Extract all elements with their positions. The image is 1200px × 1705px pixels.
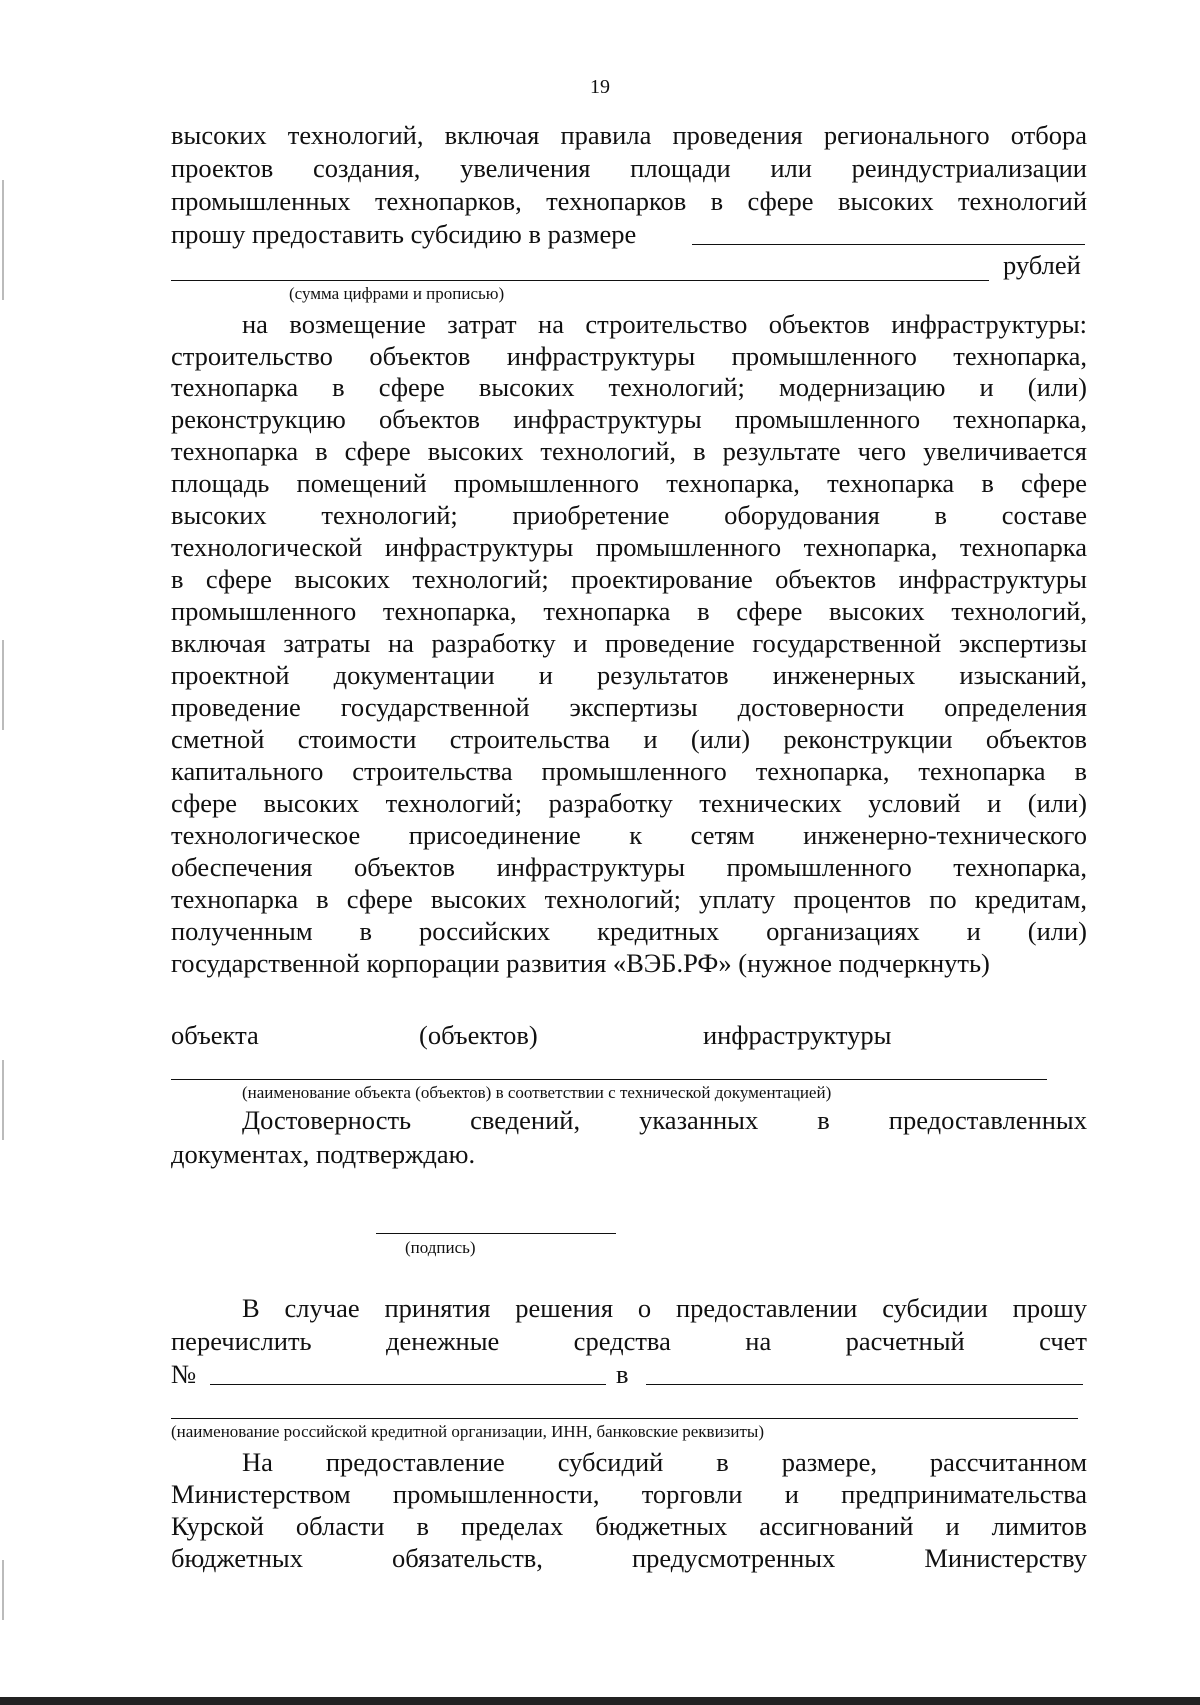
text-line: Курской области в пределах бюджетных ассигнований и лимитов xyxy=(171,1511,1087,1541)
object-name-field-line xyxy=(171,1079,1047,1080)
text-line: площадь помещений промышленного технопарка, технопарка в сфере xyxy=(171,468,1087,498)
scan-margin-mark xyxy=(2,640,4,730)
amount-field-line xyxy=(692,244,1085,245)
text-line: проектов создания, увеличения площади или реиндустриализации xyxy=(171,153,1087,183)
scan-margin-mark xyxy=(2,1560,4,1620)
text-line: перечислить денежные средства на расчетный счет xyxy=(171,1326,1087,1356)
bank-details-field-line xyxy=(171,1418,1078,1419)
text-line: промышленных технопарков, технопарков в сфере высоких технологий xyxy=(171,186,1087,216)
bank-field-line xyxy=(646,1384,1083,1385)
scan-margin-mark xyxy=(2,1060,4,1140)
text-line: проектной документации и результатов инженерных изысканий, xyxy=(171,660,1087,690)
text-line: проведение государственной экспертизы достоверности определения xyxy=(171,692,1087,722)
scan-margin-mark xyxy=(2,180,4,300)
caption-sum: (сумма цифрами и прописью) xyxy=(289,284,505,303)
caption-bank: (наименование российской кредитной организации, ИНН, банковские реквизиты) xyxy=(171,1422,765,1441)
text-line: бюджетных обязательств, предусмотренных Министерству xyxy=(171,1543,1087,1573)
object-word-1: объекта xyxy=(171,1020,259,1050)
text-line: В случае принятия решения о предоставлении субсидии прошу xyxy=(242,1293,1087,1323)
text-line: включая затраты на разработку и проведение государственной экспертизы xyxy=(171,628,1087,658)
page-number: 19 xyxy=(590,76,610,98)
object-word-3: инфраструктуры xyxy=(703,1020,892,1050)
currency-label: рублей xyxy=(1003,250,1081,280)
account-number-field-line xyxy=(210,1384,606,1385)
text-line: строительство объектов инфраструктуры промышленного технопарка, xyxy=(171,341,1087,371)
text-line: государственной корпорации развития «ВЭБ.РФ» (нужное подчеркнуть) xyxy=(171,948,990,978)
caption-object: (наименование объекта (объектов) в соответствии с технической документацией) xyxy=(242,1083,832,1102)
text-line: на возмещение затрат на строительство объектов инфраструктуры: xyxy=(242,309,1087,339)
text-line: технологическое присоединение к сетям инженерно-технического xyxy=(171,820,1087,850)
amount-field-line-2 xyxy=(171,280,989,281)
text-line: капитального строительства промышленного технопарка, технопарка в xyxy=(171,756,1087,786)
text-line: сфере высоких технологий; разработку технических условий и (или) xyxy=(171,788,1087,818)
text-line: технопарка в сфере высоких технологий; модернизацию и (или) xyxy=(171,372,1087,402)
object-word-2: (объектов) xyxy=(419,1020,538,1050)
text-line: реконструкцию объектов инфраструктуры промышленного технопарка, xyxy=(171,404,1087,434)
text-line: сметной стоимости строительства и (или) реконструкции объектов xyxy=(171,724,1087,754)
text-line: прошу предоставить субсидию в размере xyxy=(171,219,637,249)
account-number-label: № xyxy=(171,1359,197,1389)
text-line: технологической инфраструктуры промышленного технопарка, технопарка xyxy=(171,532,1087,562)
bank-preposition: в xyxy=(616,1359,629,1389)
text-line: Достоверность сведений, указанных в предоставленных xyxy=(242,1105,1087,1135)
scan-bottom-edge xyxy=(0,1697,1200,1705)
text-line: технопарка в сфере высоких технологий, в результате чего увеличивается xyxy=(171,436,1087,466)
text-line: технопарка в сфере высоких технологий; уплату процентов по кредитам, xyxy=(171,884,1087,914)
text-line: в сфере высоких технологий; проектирование объектов инфраструктуры xyxy=(171,564,1087,594)
text-line: высоких технологий; приобретение оборудования в составе xyxy=(171,500,1087,530)
text-line: обеспечения объектов инфраструктуры промышленного технопарка, xyxy=(171,852,1087,882)
text-line: Министерством промышленности, торговли и предпринимательства xyxy=(171,1479,1087,1509)
text-line: промышленного технопарка, технопарка в сфере высоких технологий, xyxy=(171,596,1087,626)
caption-signature: (подпись) xyxy=(405,1238,476,1257)
text-line: высоких технологий, включая правила проведения регионального отбора xyxy=(171,120,1087,150)
text-line: На предоставление субсидий в размере, рассчитанном xyxy=(242,1447,1087,1477)
text-line: документах, подтверждаю. xyxy=(171,1139,476,1169)
signature-field-line xyxy=(376,1233,616,1234)
text-line: полученным в российских кредитных организациях и (или) xyxy=(171,916,1087,946)
